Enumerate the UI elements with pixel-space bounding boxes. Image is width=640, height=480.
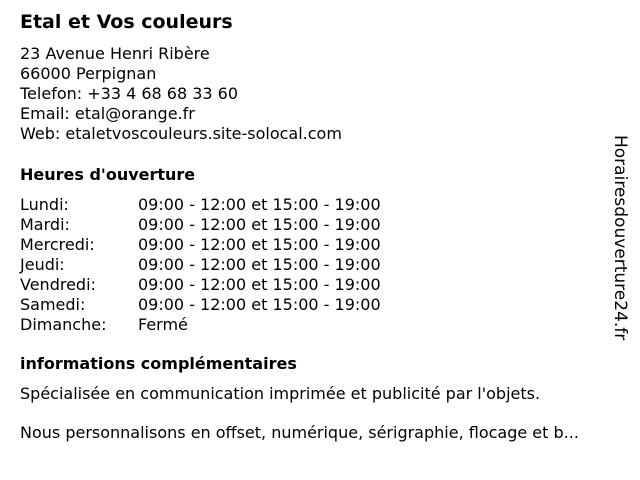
hours-row-vendredi bbox=[20, 275, 381, 295]
hours-row-dimanche bbox=[20, 315, 381, 335]
hours-day: Lundi: bbox=[20, 195, 69, 214]
site-watermark: Horairesdouverture24.fr bbox=[610, 135, 630, 341]
hours-table bbox=[20, 195, 381, 335]
address-line1: 23 Avenue Henri Ribère bbox=[20, 44, 210, 63]
hours-day: Dimanche: bbox=[20, 315, 107, 334]
business-name: Etal et Vos couleurs bbox=[20, 11, 233, 33]
hours-time: 09:00 - 12:00 et 15:00 - 19:00 bbox=[138, 195, 381, 214]
hours-time: 09:00 - 12:00 et 15:00 - 19:00 bbox=[138, 215, 381, 234]
hours-row-mardi bbox=[20, 215, 381, 235]
info-line-2: Nous personnalisons en offset, numérique, sérigraphie, flocage et b... bbox=[20, 423, 579, 442]
contact-block bbox=[20, 44, 342, 144]
hours-time: 09:00 - 12:00 et 15:00 - 19:00 bbox=[138, 235, 381, 254]
hours-day: Samedi: bbox=[20, 295, 86, 314]
hours-day: Mercredi: bbox=[20, 235, 95, 254]
web-text: Web: etaletvoscouleurs.site-solocal.com bbox=[20, 124, 342, 143]
info-heading: informations complémentaires bbox=[20, 354, 297, 373]
hours-row-mercredi bbox=[20, 235, 381, 255]
address-line2: 66000 Perpignan bbox=[20, 64, 157, 83]
hours-day: Vendredi: bbox=[20, 275, 96, 294]
hours-time: 09:00 - 12:00 et 15:00 - 19:00 bbox=[138, 275, 381, 294]
info-line-1: Spécialisée en communication imprimée et publicité par l'objets. bbox=[20, 384, 541, 403]
phone-text: Telefon: +33 4 68 68 33 60 bbox=[20, 84, 239, 103]
email-text: Email: etal@orange.fr bbox=[20, 104, 195, 123]
hours-row-jeudi bbox=[20, 255, 381, 275]
hours-time: Fermé bbox=[138, 315, 188, 334]
hours-day: Mardi: bbox=[20, 215, 70, 234]
hours-time: 09:00 - 12:00 et 15:00 - 19:00 bbox=[138, 295, 381, 314]
hours-heading: Heures d'ouverture bbox=[20, 165, 196, 184]
hours-row-lundi bbox=[20, 195, 381, 215]
hours-day: Jeudi: bbox=[20, 255, 65, 274]
hours-time: 09:00 - 12:00 et 15:00 - 19:00 bbox=[138, 255, 381, 274]
hours-row-samedi bbox=[20, 295, 381, 315]
